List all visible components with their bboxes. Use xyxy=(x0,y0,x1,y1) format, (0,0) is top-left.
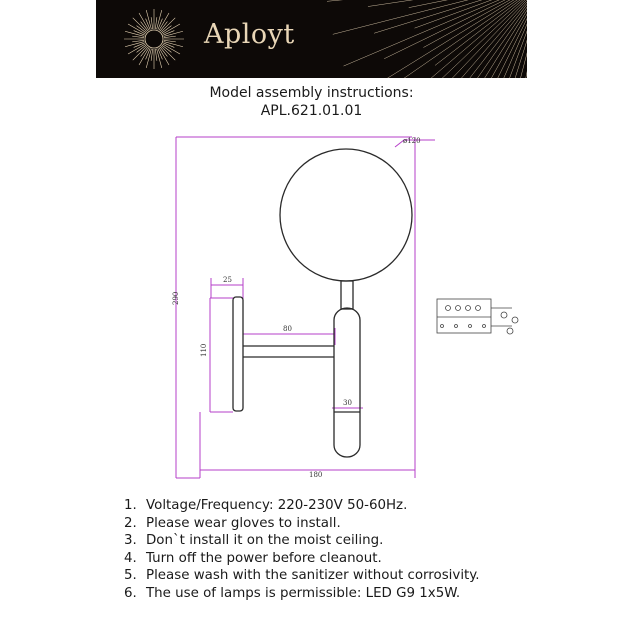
ground-symbol-3 xyxy=(507,328,513,334)
terminal-screw-4 xyxy=(476,306,481,311)
instructions-list xyxy=(124,497,480,603)
instruction-number: 5. xyxy=(124,568,137,584)
glass-globe xyxy=(280,149,412,281)
model-number: APL.621.01.01 xyxy=(260,103,363,119)
instruction-item xyxy=(124,515,480,533)
terminal-pin-2 xyxy=(455,325,458,328)
total-depth-label: 180 xyxy=(309,471,323,479)
globe-diameter-label: ø120 xyxy=(403,137,421,145)
brand-logo-text: Aployt xyxy=(204,19,295,50)
instruction-text: Voltage/Frequency: 220-230V 50-60Hz. xyxy=(146,498,408,513)
holder-width-label: 30 xyxy=(343,399,352,407)
instruction-item xyxy=(124,567,480,585)
instruction-text: The use of lamps is permissible: LED G9 1x5W. xyxy=(146,585,461,601)
instruction-number: 2. xyxy=(124,515,137,531)
instruction-number: 6. xyxy=(124,585,137,601)
terminal-housing xyxy=(437,299,491,333)
globe-neck xyxy=(341,281,353,309)
backplate-height-label: 110 xyxy=(200,343,208,357)
instruction-text: Turn off the power before cleanout. xyxy=(146,550,382,566)
wall-backplate xyxy=(233,297,243,411)
instruction-text: Don`t install it on the moist ceiling. xyxy=(146,533,384,549)
instruction-item xyxy=(124,532,480,550)
instruction-item xyxy=(124,585,480,603)
lamp-holder-body xyxy=(334,308,360,457)
lamp-outline xyxy=(233,149,412,457)
instruction-number: 3. xyxy=(124,533,137,549)
backplate-depth-label: 25 xyxy=(223,276,232,284)
instruction-number: 4. xyxy=(124,550,137,566)
instruction-item xyxy=(124,550,480,568)
terminal-pin-3 xyxy=(469,325,472,328)
arm-length-label: 80 xyxy=(283,325,292,333)
terminal-screw-3 xyxy=(466,306,471,311)
ground-symbol-1 xyxy=(501,312,507,318)
title-line-1: Model assembly instructions: xyxy=(209,85,414,101)
terminal-pin-4 xyxy=(483,325,486,328)
total-height-label: 290 xyxy=(172,291,180,305)
terminal-pin-1 xyxy=(441,325,444,328)
dimension-lines xyxy=(176,137,435,478)
instruction-number: 1. xyxy=(124,498,137,513)
instruction-text: Please wear gloves to install. xyxy=(146,515,341,531)
instruction-item xyxy=(124,497,480,515)
terminal-block-icon xyxy=(437,299,518,334)
ground-symbol-2 xyxy=(512,317,518,323)
terminal-screw-2 xyxy=(456,306,461,311)
instruction-text: Please wash with the sanitizer without corrosivity. xyxy=(146,568,480,584)
terminal-screw-1 xyxy=(446,306,451,311)
